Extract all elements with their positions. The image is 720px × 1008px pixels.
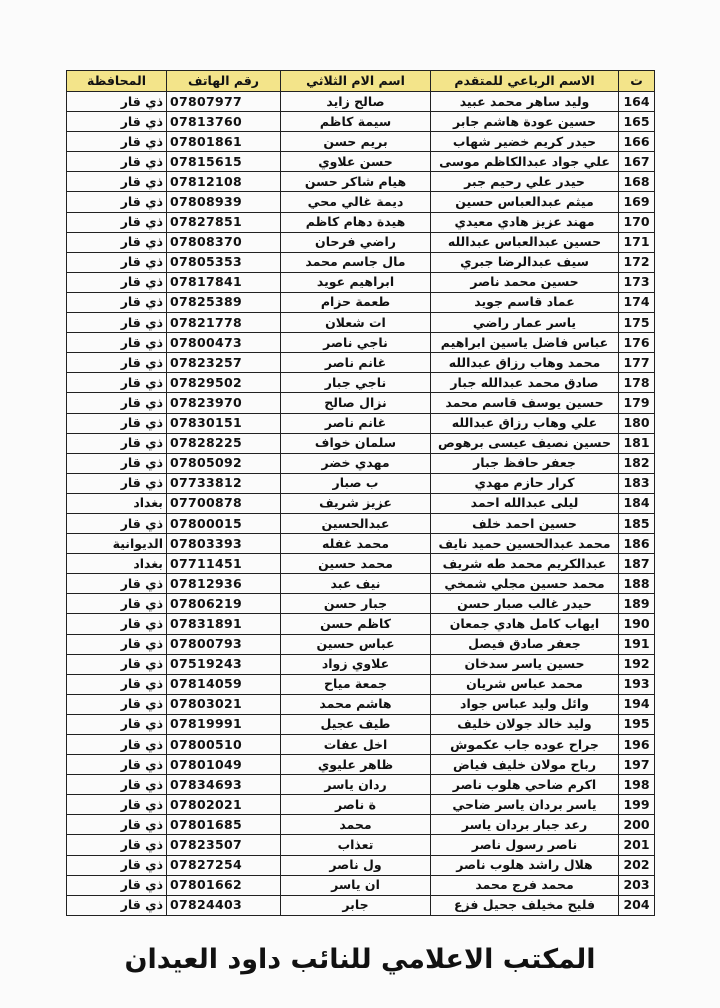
governorate: ذي قار [67, 875, 167, 895]
phone-number: 07805092 [167, 453, 281, 473]
governorate: ذي قار [67, 574, 167, 594]
table-row [67, 112, 655, 132]
mother-name: نزال صالح [281, 393, 431, 413]
governorate: ذي قار [67, 92, 167, 112]
applicant-name: سيف عبدالرضا جبري [431, 252, 619, 272]
mother-name: غانم ناصر [281, 413, 431, 433]
governorate: ذي قار [67, 634, 167, 654]
table-row [67, 373, 655, 393]
applicant-name: هلال راشد هلوب ناصر [431, 855, 619, 875]
mother-name: طعمة حزام [281, 292, 431, 312]
applicant-name: وائل وليد عباس جواد [431, 694, 619, 714]
applicant-name: حيدر كريم خضير شهاب [431, 132, 619, 152]
mother-name: ات شعلان [281, 313, 431, 333]
governorate: ذي قار [67, 433, 167, 453]
phone-number: 07800793 [167, 634, 281, 654]
mother-name: عزيز شريف [281, 493, 431, 513]
phone-number: 07800473 [167, 333, 281, 353]
applicant-name: حيدر علي رحيم جبر [431, 172, 619, 192]
mother-name: مهدي خضر [281, 453, 431, 473]
row-number: 185 [619, 513, 655, 533]
phone-number: 07803393 [167, 534, 281, 554]
phone-number: 07827254 [167, 855, 281, 875]
phone-number: 07801662 [167, 875, 281, 895]
phone-number: 07733812 [167, 473, 281, 493]
mother-name: هيدة دهام كاظم [281, 212, 431, 232]
applicant-name: علي وهاب رزاق عبدالله [431, 413, 619, 433]
applicant-name: محمد عباس شريان [431, 674, 619, 694]
table-row [67, 172, 655, 192]
governorate: ذي قار [67, 835, 167, 855]
mother-name: حسن علاوي [281, 152, 431, 172]
table-body [67, 92, 655, 916]
applicant-name: وليد ساهر محمد عبيد [431, 92, 619, 112]
applicant-name: عبدالكريم محمد طه شريف [431, 554, 619, 574]
mother-name: عبدالحسين [281, 513, 431, 533]
governorate: ذي قار [67, 132, 167, 152]
mother-name: مال جاسم محمد [281, 252, 431, 272]
governorate: ذي قار [67, 614, 167, 634]
row-number: 165 [619, 112, 655, 132]
applicant-name: رباح مولان خليف فياض [431, 755, 619, 775]
row-number: 171 [619, 232, 655, 252]
phone-number: 07817841 [167, 272, 281, 292]
phone-number: 07806219 [167, 594, 281, 614]
row-number: 189 [619, 594, 655, 614]
table-row [67, 895, 655, 915]
mother-name: ان ياسر [281, 875, 431, 895]
row-number: 183 [619, 473, 655, 493]
row-number: 202 [619, 855, 655, 875]
applicant-name: ليلى عبدالله احمد [431, 493, 619, 513]
row-number: 182 [619, 453, 655, 473]
phone-number: 07802021 [167, 795, 281, 815]
mother-name: اخل عفات [281, 735, 431, 755]
table-row [67, 513, 655, 533]
mother-name: ردان ياسر [281, 775, 431, 795]
row-number: 173 [619, 272, 655, 292]
row-number: 168 [619, 172, 655, 192]
header-mother-name: اسم الام الثلاثي [281, 71, 431, 92]
applicant-name: علي جواد عبدالكاظم موسى [431, 152, 619, 172]
phone-number: 07813760 [167, 112, 281, 132]
applicant-name: كرار حازم مهدي [431, 473, 619, 493]
table-row [67, 353, 655, 373]
mother-name: جمعة مياح [281, 674, 431, 694]
mother-name: صالح زايد [281, 92, 431, 112]
governorate: ذي قار [67, 373, 167, 393]
phone-number: 07830151 [167, 413, 281, 433]
table-row [67, 152, 655, 172]
phone-number: 07829502 [167, 373, 281, 393]
row-number: 179 [619, 393, 655, 413]
governorate: ذي قار [67, 192, 167, 212]
applicant-name: حسين ياسر سدخان [431, 654, 619, 674]
governorate: ذي قار [67, 112, 167, 132]
governorate: ذي قار [67, 775, 167, 795]
governorate: ذي قار [67, 252, 167, 272]
mother-name: ناجي جبار [281, 373, 431, 393]
row-number: 172 [619, 252, 655, 272]
row-number: 194 [619, 694, 655, 714]
table-row [67, 493, 655, 513]
table-row [67, 252, 655, 272]
mother-name: غانم ناصر [281, 353, 431, 373]
table-row [67, 393, 655, 413]
mother-name: كاظم حسن [281, 614, 431, 634]
table-row [67, 634, 655, 654]
phone-number: 07812936 [167, 574, 281, 594]
phone-number: 07801861 [167, 132, 281, 152]
applicant-name: وليد خالد جولان خليف [431, 714, 619, 734]
governorate: بغداد [67, 554, 167, 574]
phone-number: 07801685 [167, 815, 281, 835]
phone-number: 07815615 [167, 152, 281, 172]
table-row [67, 232, 655, 252]
row-number: 180 [619, 413, 655, 433]
row-number: 192 [619, 654, 655, 674]
governorate: ذي قار [67, 313, 167, 333]
applicant-name: حسين عودة هاشم جابر [431, 112, 619, 132]
row-number: 174 [619, 292, 655, 312]
table-row [67, 574, 655, 594]
table-row [67, 875, 655, 895]
phone-number: 07823970 [167, 393, 281, 413]
phone-number: 07711451 [167, 554, 281, 574]
governorate: ذي قار [67, 855, 167, 875]
phone-number: 07834693 [167, 775, 281, 795]
row-number: 184 [619, 493, 655, 513]
governorate: ذي قار [67, 413, 167, 433]
row-number: 200 [619, 815, 655, 835]
table-row [67, 192, 655, 212]
phone-number: 07819991 [167, 714, 281, 734]
phone-number: 07831891 [167, 614, 281, 634]
mother-name: ديمة غالي محي [281, 192, 431, 212]
applicant-name: ياسر بردان ياسر ضاحي [431, 795, 619, 815]
mother-name: ظاهر عليوي [281, 755, 431, 775]
phone-number: 07700878 [167, 493, 281, 513]
mother-name: بريم حسن [281, 132, 431, 152]
governorate: ذي قار [67, 895, 167, 915]
applicant-name: ياسر عمار راضي [431, 313, 619, 333]
row-number: 181 [619, 433, 655, 453]
table-row [67, 755, 655, 775]
phone-number: 07823507 [167, 835, 281, 855]
governorate: ذي قار [67, 353, 167, 373]
governorate: ذي قار [67, 513, 167, 533]
row-number: 193 [619, 674, 655, 694]
row-number: 178 [619, 373, 655, 393]
governorate: ذي قار [67, 735, 167, 755]
row-number: 190 [619, 614, 655, 634]
mother-name: جابر [281, 895, 431, 915]
applicant-name: فليح مخيلف جحيل فزع [431, 895, 619, 915]
row-number: 191 [619, 634, 655, 654]
phone-number: 07807977 [167, 92, 281, 112]
governorate: ذي قار [67, 152, 167, 172]
row-number: 203 [619, 875, 655, 895]
table-row [67, 272, 655, 292]
row-number: 166 [619, 132, 655, 152]
applicant-name: مهند عزيز هادي معيدي [431, 212, 619, 232]
row-number: 186 [619, 534, 655, 554]
mother-name: محمد غفله [281, 534, 431, 554]
table-row [67, 333, 655, 353]
applicant-name: جراح عوده جاب عكموش [431, 735, 619, 755]
applicant-name: ايهاب كامل هادي جمعان [431, 614, 619, 634]
row-number: 188 [619, 574, 655, 594]
table-row [67, 614, 655, 634]
phone-number: 07828225 [167, 433, 281, 453]
governorate: ذي قار [67, 212, 167, 232]
applicant-name: ميثم عبدالعباس حسين [431, 192, 619, 212]
header-phone: رقم الهاتف [167, 71, 281, 92]
applicant-name: حسين يوسف قاسم محمد [431, 393, 619, 413]
governorate: ذي قار [67, 473, 167, 493]
mother-name: جبار حسن [281, 594, 431, 614]
table-row [67, 313, 655, 333]
governorate: ذي قار [67, 594, 167, 614]
footer-caption: المكتب الاعلامي للنائب داود العيدان [124, 944, 596, 975]
table-row [67, 433, 655, 453]
governorate: ذي قار [67, 333, 167, 353]
table-row [67, 534, 655, 554]
header-full-name: الاسم الرباعي للمتقدم [431, 71, 619, 92]
row-number: 199 [619, 795, 655, 815]
row-number: 177 [619, 353, 655, 373]
mother-name: ابراهيم عويد [281, 272, 431, 292]
table-row [67, 594, 655, 614]
table-row [67, 714, 655, 734]
applicant-name: ناصر رسول ناصر [431, 835, 619, 855]
row-number: 204 [619, 895, 655, 915]
header-governorate: المحافظة [67, 71, 167, 92]
mother-name: محمد حسين [281, 554, 431, 574]
table-row [67, 292, 655, 312]
governorate: ذي قار [67, 694, 167, 714]
phone-number: 07519243 [167, 654, 281, 674]
table-row [67, 654, 655, 674]
phone-number: 07800015 [167, 513, 281, 533]
mother-name: نيف عبد [281, 574, 431, 594]
applicant-name: صادق محمد عبدالله جبار [431, 373, 619, 393]
table-row [67, 473, 655, 493]
mother-name: راضي فرحان [281, 232, 431, 252]
applicant-name: محمد فرج محمد [431, 875, 619, 895]
governorate: الديوانية [67, 534, 167, 554]
mother-name: ة ناصر [281, 795, 431, 815]
mother-name: هاشم محمد [281, 694, 431, 714]
row-number: 175 [619, 313, 655, 333]
row-number: 170 [619, 212, 655, 232]
table-row [67, 815, 655, 835]
mother-name: ول ناصر [281, 855, 431, 875]
mother-name: طيف عجيل [281, 714, 431, 734]
phone-number: 07800510 [167, 735, 281, 755]
table-row [67, 92, 655, 112]
row-number: 169 [619, 192, 655, 212]
governorate: ذي قار [67, 815, 167, 835]
applicants-table [66, 70, 655, 916]
mother-name: ب صبار [281, 473, 431, 493]
applicant-name: محمد وهاب رزاق عبدالله [431, 353, 619, 373]
applicant-name: محمد عبدالحسين حميد نايف [431, 534, 619, 554]
row-number: 167 [619, 152, 655, 172]
governorate: ذي قار [67, 714, 167, 734]
phone-number: 07814059 [167, 674, 281, 694]
table-row [67, 674, 655, 694]
governorate: ذي قار [67, 453, 167, 473]
table-row [67, 132, 655, 152]
table-header-row [67, 71, 655, 92]
table-row [67, 835, 655, 855]
phone-number: 07824403 [167, 895, 281, 915]
applicant-name: حسين نصيف عيسى برهوص [431, 433, 619, 453]
phone-number: 07805353 [167, 252, 281, 272]
applicant-name: عباس فاضل ياسين ابراهيم [431, 333, 619, 353]
governorate: ذي قار [67, 232, 167, 252]
phone-number: 07827851 [167, 212, 281, 232]
phone-number: 07812108 [167, 172, 281, 192]
phone-number: 07821778 [167, 313, 281, 333]
phone-number: 07825389 [167, 292, 281, 312]
applicant-name: جعفر صادق فيصل [431, 634, 619, 654]
table-row [67, 795, 655, 815]
governorate: ذي قار [67, 674, 167, 694]
row-number: 198 [619, 775, 655, 795]
table-row [67, 413, 655, 433]
mother-name: تعذاب [281, 835, 431, 855]
row-number: 187 [619, 554, 655, 574]
governorate: ذي قار [67, 795, 167, 815]
applicant-name: حسين محمد ناصر [431, 272, 619, 292]
row-number: 197 [619, 755, 655, 775]
mother-name: محمد [281, 815, 431, 835]
header-number: ت [619, 71, 655, 92]
governorate: بغداد [67, 493, 167, 513]
row-number: 196 [619, 735, 655, 755]
governorate: ذي قار [67, 172, 167, 192]
applicant-name: جعفر حافظ جبار [431, 453, 619, 473]
table-row [67, 212, 655, 232]
table-row [67, 775, 655, 795]
row-number: 201 [619, 835, 655, 855]
mother-name: سلمان خواف [281, 433, 431, 453]
table-row [67, 855, 655, 875]
applicant-name: رعد جبار بردان ياسر [431, 815, 619, 835]
applicant-name: حيدر غالب صبار حسن [431, 594, 619, 614]
phone-number: 07808939 [167, 192, 281, 212]
governorate: ذي قار [67, 755, 167, 775]
applicant-name: حسين عبدالعباس عبدالله [431, 232, 619, 252]
table-row [67, 453, 655, 473]
table-row [67, 735, 655, 755]
mother-name: ناجي ناصر [281, 333, 431, 353]
row-number: 195 [619, 714, 655, 734]
phone-number: 07808370 [167, 232, 281, 252]
table-row [67, 554, 655, 574]
governorate: ذي قار [67, 292, 167, 312]
governorate: ذي قار [67, 393, 167, 413]
phone-number: 07823257 [167, 353, 281, 373]
mother-name: سيمة كاظم [281, 112, 431, 132]
row-number: 176 [619, 333, 655, 353]
phone-number: 07801049 [167, 755, 281, 775]
applicant-name: اكرم ضاحي هلوب ناصر [431, 775, 619, 795]
governorate: ذي قار [67, 654, 167, 674]
applicant-name: حسين احمد خلف [431, 513, 619, 533]
phone-number: 07803021 [167, 694, 281, 714]
applicant-name: عماد قاسم جويد [431, 292, 619, 312]
mother-name: علاوي زواد [281, 654, 431, 674]
row-number: 164 [619, 92, 655, 112]
mother-name: هيام شاكر حسن [281, 172, 431, 192]
governorate: ذي قار [67, 272, 167, 292]
applicant-name: محمد حسين مجلي شمخي [431, 574, 619, 594]
mother-name: عباس حسين [281, 634, 431, 654]
table-row [67, 694, 655, 714]
